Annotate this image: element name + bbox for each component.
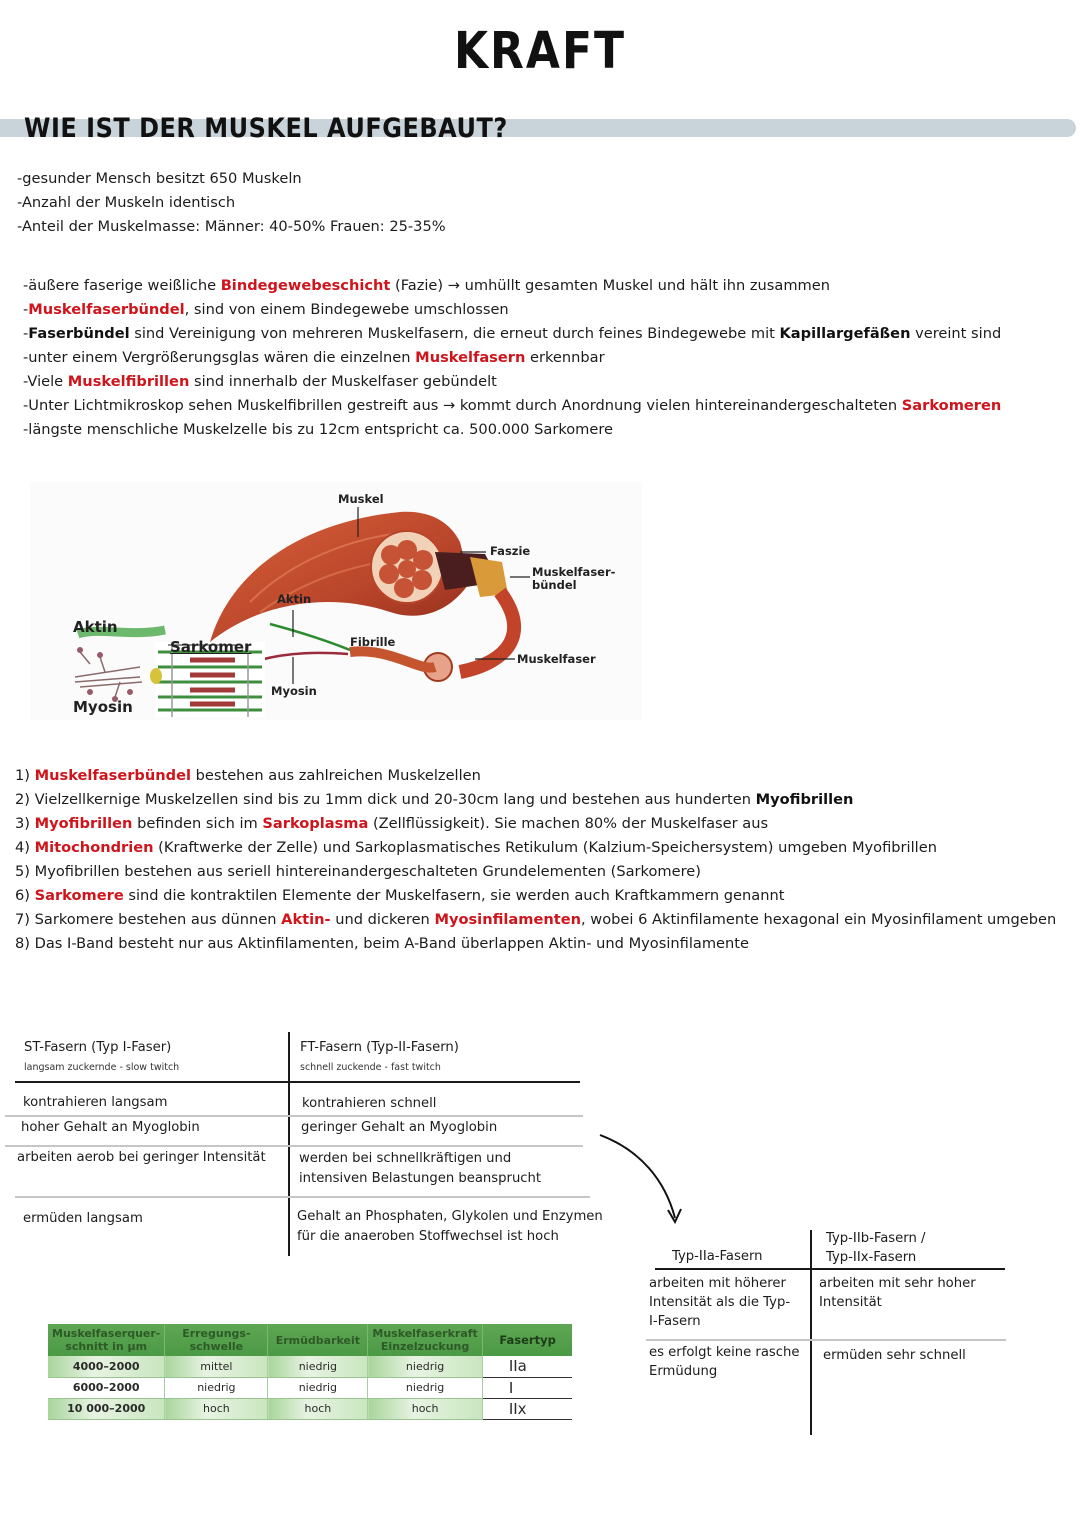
st-subheader: langsam zuckernde - slow twitch <box>24 1062 180 1073</box>
table-row: 4000–2000 mittel niedrig niedrig IIa <box>48 1356 572 1377</box>
label-muskelfaser: Muskelfaser <box>517 652 596 666</box>
header-erregungsschwelle: Erregungs- schwelle <box>165 1324 268 1356</box>
label-fibrille: Fibrille <box>350 635 396 649</box>
handwritten-fasertyp: I <box>482 1377 572 1398</box>
ft-row-3-line-2: intensiven Belastungen beansprucht <box>299 1171 542 1186</box>
label-myosin: Myosin <box>271 684 317 698</box>
curved-arrow-icon <box>595 1130 690 1230</box>
muscle-illustration <box>30 482 642 720</box>
ft-subheader: schnell zuckende - fast twitch <box>300 1062 441 1073</box>
ft-header: FT-Fasern (Typ-II-Fasern) <box>300 1040 459 1055</box>
label-muskelfaserbuendel-2: bündel <box>532 578 577 592</box>
label-faszie: Faszie <box>490 544 531 558</box>
st-row-4: ermüden langsam <box>23 1211 143 1226</box>
subtype-fiber-table <box>640 1225 1010 1440</box>
st-row-3: arbeiten aerob bei geringer Intensität <box>17 1150 266 1165</box>
iia-header: Typ-IIa-Fasern <box>672 1249 763 1264</box>
fact-item: -Anteil der Muskelmasse: Männer: 40-50% Frauen: 25-35% <box>17 218 446 235</box>
label-aktin: Aktin <box>277 592 312 606</box>
iib-row-1-line-1: arbeiten mit sehr hoher <box>819 1276 976 1291</box>
ft-row-3-line-1: werden bei schnellkräftigen und <box>299 1151 512 1166</box>
text-line: -Faserbündel sind Vereinigung von mehreren Muskelfasern, die erneut durch feines Bindegewebe mit Kapillargefäßen vereint sind <box>23 325 1002 342</box>
text-line: 3) Myofibrillen befinden sich im Sarkoplasma (Zellflüssigkeit). Sie machen 80% der Muskelfaser aus <box>15 815 769 832</box>
iib-header-line-1: Typ-IIb-Fasern / <box>826 1231 926 1246</box>
st-ft-fiber-table <box>0 1030 603 1260</box>
iib-row-1-line-2: Intensität <box>819 1295 882 1310</box>
table-row: 10 000–2000 hoch hoch hoch IIx <box>48 1398 572 1419</box>
section-heading: WIE IST DER MUSKEL AUFGEBAUT? <box>24 113 508 144</box>
text-line: -äußere faserige weißliche Bindegewebeschicht (Fazie) → umhüllt gesamten Muskel und hält ihn zusammen <box>23 277 830 294</box>
label-myosin-big: Myosin <box>73 698 133 716</box>
ft-row-4-line-1: Gehalt an Phosphaten, Glykolen und Enzymen <box>297 1209 603 1224</box>
label-muskelfaserbuendel-1: Muskelfaser- <box>532 565 616 579</box>
ft-row-1: kontrahieren schnell <box>302 1096 437 1111</box>
ft-row-4-line-2: für die anaeroben Stoffwechsel ist hoch <box>297 1229 559 1244</box>
table-row: 6000–2000 niedrig niedrig niedrig I <box>48 1377 572 1398</box>
handwritten-fasertyp: IIx <box>482 1398 572 1419</box>
iib-header-line-2: Typ-IIx-Fasern <box>826 1250 917 1265</box>
text-line: -längste menschliche Muskelzelle bis zu 12cm entspricht ca. 500.000 Sarkomere <box>23 421 614 438</box>
header-querschnitt: Muskelfaserquer- schnitt in µm <box>48 1324 165 1356</box>
text-line: 5) Myofibrillen bestehen aus seriell hintereinandergeschalteten Grundelementen (Sarkomere) <box>15 863 701 880</box>
label-aktin-big: Aktin <box>73 618 118 636</box>
header-ermuedbarkeit: Ermüdbarkeit <box>268 1324 368 1356</box>
text-line: -Muskelfaserbündel, sind von einem Bindegewebe umschlossen <box>23 301 509 318</box>
iia-row-2-line-1: es erfolgt keine rasche <box>649 1345 800 1360</box>
table-divider <box>288 1032 290 1256</box>
header-muskelfaserkraft: Muskelfaserkraft Einzelzuckung <box>368 1324 482 1356</box>
iia-row-1-line-2: Intensität als die Typ- <box>649 1295 791 1310</box>
label-sarkomer: Sarkomer <box>170 638 252 656</box>
structure-notes <box>23 274 1001 442</box>
text-line: 8) Das I-Band besteht nur aus Aktinfilamenten, beim A-Band überlappen Aktin- und Myosinfilamente <box>15 935 749 952</box>
text-line: 7) Sarkomere bestehen aus dünnen Aktin- und dickeren Myosinfilamenten, wobei 6 Aktinfilamente hexagonal ein Myosinfilament umgeben <box>15 911 1057 928</box>
fact-item: -gesunder Mensch besitzt 650 Muskeln <box>17 170 302 187</box>
st-header: ST-Fasern (Typ I-Faser) <box>24 1040 172 1055</box>
label-muskel: Muskel <box>338 492 384 506</box>
iib-row-2: ermüden sehr schnell <box>823 1348 966 1363</box>
iia-row-1-line-1: arbeiten mit höherer <box>649 1276 786 1291</box>
fiber-properties-table <box>48 1324 572 1420</box>
handwritten-fasertyp: IIa <box>482 1356 572 1377</box>
text-line: -unter einem Vergrößerungsglas wären die einzelnen Muskelfasern erkennbar <box>23 349 605 366</box>
text-line: 1) Muskelfaserbündel bestehen aus zahlreichen Muskelzellen <box>15 767 481 784</box>
text-line: 6) Sarkomere sind die kontraktilen Elemente der Muskelfasern, sie werden auch Kraftkammern genannt <box>15 887 785 904</box>
text-line: 2) Vielzellkernige Muskelzellen sind bis zu 1mm dick und 20-30cm lang und bestehen aus hunderten Myofibrillen <box>15 791 854 808</box>
iia-row-2-line-2: Ermüdung <box>649 1364 718 1379</box>
text-line: -Viele Muskelfibrillen sind innerhalb der Muskelfaser gebündelt <box>23 373 497 390</box>
ft-row-2: geringer Gehalt an Myoglobin <box>301 1120 498 1135</box>
text-line: 4) Mitochondrien (Kraftwerke der Zelle) und Sarkoplasmatisches Retikulum (Kalzium-Speichersystem) umgeben Myofibrillen <box>15 839 937 856</box>
st-row-2: hoher Gehalt an Myoglobin <box>21 1120 200 1135</box>
numbered-points <box>15 764 1056 956</box>
iia-row-1-line-3: I-Fasern <box>649 1314 701 1329</box>
fact-item: -Anzahl der Muskeln identisch <box>17 194 236 211</box>
text-line: -Unter Lichtmikroskop sehen Muskelfibrillen gestreift aus → kommt durch Anordnung vielen hintereinandergeschalteten Sarkomeren <box>23 397 1002 414</box>
st-row-1: kontrahieren langsam <box>23 1095 168 1110</box>
facts-list <box>17 167 446 239</box>
muscle-structure-diagram <box>30 482 642 720</box>
header-fasertyp: Fasertyp <box>482 1324 572 1356</box>
page-title: KRAFT <box>453 22 627 81</box>
